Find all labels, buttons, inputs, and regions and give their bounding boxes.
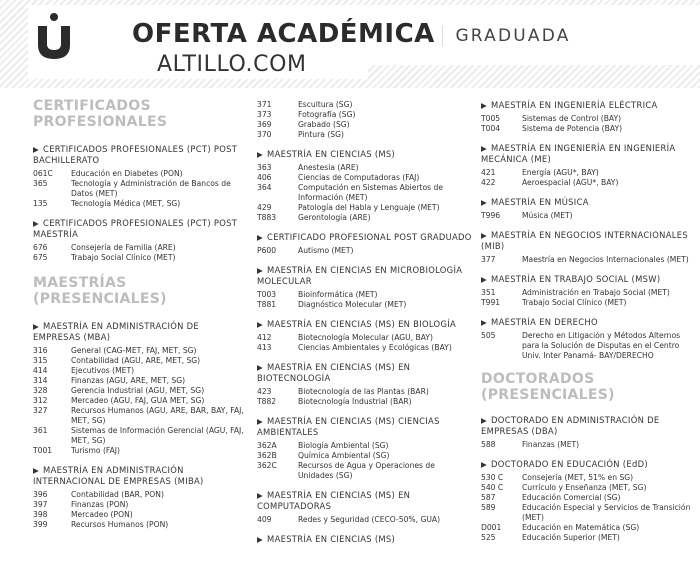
- program-heading-text: MAESTRÍA EN CIENCIAS (MS) EN COMPUTADORAS: [257, 490, 411, 511]
- triangle-bullet-icon: ▶: [257, 266, 264, 275]
- program-name: Bioinformática (MET): [298, 290, 378, 299]
- program-heading: [257, 534, 472, 545]
- program-row: [33, 386, 245, 396]
- program-row: [481, 493, 697, 503]
- program-row: [257, 203, 472, 213]
- program-heading-text: CERTIFICADOS PROFESIONALES (PCT) POST MAESTRÍA: [33, 218, 238, 239]
- column-3-maestrias-list: [481, 100, 697, 361]
- program-code: T996: [481, 211, 501, 220]
- triangle-bullet-icon: ▶: [33, 219, 40, 228]
- program-name: Gerontología (ARE): [298, 213, 371, 222]
- program-section: [481, 274, 697, 308]
- triangle-bullet-icon: ▶: [481, 318, 488, 327]
- program-name: Autismo (MET): [298, 246, 354, 255]
- triangle-bullet-icon: ▶: [481, 231, 488, 240]
- program-code: 588: [481, 440, 496, 449]
- program-heading-text: MAESTRÍA EN CIENCIAS (MS): [267, 149, 396, 159]
- triangle-bullet-icon: ▶: [481, 416, 488, 425]
- program-row: [257, 213, 472, 223]
- program-code: 409: [257, 515, 272, 524]
- program-heading-text: MAESTRÍA EN CIENCIAS EN MICROBIOLOGÍA MOLECULAR: [257, 265, 463, 286]
- column-2-list: [257, 100, 472, 545]
- certificados-list: [33, 144, 245, 263]
- program-row: [481, 124, 697, 134]
- program-name: Educación Especial y Servicios de Transición (MET): [522, 503, 691, 522]
- program-heading-text: MAESTRÍA EN NEGOCIOS INTERNACIONALES (MIB): [481, 230, 688, 251]
- program-heading-text: MAESTRÍA EN CIENCIAS (MS): [267, 534, 396, 544]
- program-code: T991: [481, 298, 501, 307]
- column-2: [257, 100, 472, 554]
- program-name: Biotecnología de las Plantas (BAR): [298, 387, 429, 396]
- program-code: 421: [481, 168, 496, 177]
- program-row: [481, 331, 697, 361]
- program-code: 406: [257, 173, 272, 182]
- program-code: T001: [33, 446, 53, 455]
- program-name: Consejería de Familia (ARE): [71, 243, 176, 252]
- triangle-bullet-icon: ▶: [33, 466, 40, 475]
- program-code: 397: [33, 500, 48, 509]
- program-code: T005: [481, 114, 501, 123]
- program-name: Tecnología Médica (MET, SG): [71, 199, 181, 208]
- program-section: [481, 197, 697, 221]
- program-name: Mercadeo (AGU, FAJ, GUA MET, SG): [71, 396, 205, 405]
- program-row: [33, 169, 245, 179]
- program-row: [33, 510, 245, 520]
- triangle-bullet-icon: ▶: [481, 198, 488, 207]
- program-section: [257, 100, 472, 140]
- program-row: [481, 168, 697, 178]
- column-3: [481, 100, 697, 552]
- program-section: [481, 143, 697, 188]
- program-heading: [481, 317, 697, 328]
- program-name: Diagnóstico Molecular (MET): [298, 300, 407, 309]
- program-name: Redes y Seguridad (CECO-50%, GUA): [298, 515, 441, 524]
- program-code: 676: [33, 243, 48, 252]
- triangle-bullet-icon: ▶: [481, 144, 488, 153]
- program-section: [257, 232, 472, 256]
- program-row: [33, 376, 245, 386]
- program-row: [33, 426, 245, 446]
- program-name: Recursos Humanos (PON): [71, 520, 169, 529]
- program-name: Gerencia Industrial (AGU, MET, SG): [71, 386, 205, 395]
- program-code: 061C: [33, 169, 53, 178]
- program-name: Pintura (SG): [298, 130, 344, 139]
- program-name: Trabajo Social Clínico (MET): [71, 253, 176, 262]
- section-title-certificados: CERTIFICADOS PROFESIONALES: [33, 98, 168, 130]
- program-code: 363: [257, 163, 272, 172]
- program-row: [257, 515, 472, 525]
- program-code: 422: [481, 178, 496, 187]
- program-name: Finanzas (PON): [71, 500, 129, 509]
- program-code: 414: [33, 366, 48, 375]
- program-heading: [257, 265, 472, 287]
- program-name: Escultura (SG): [298, 100, 353, 109]
- program-code: 412: [257, 333, 272, 342]
- program-code: T881: [257, 300, 277, 309]
- program-section: [257, 149, 472, 223]
- program-row: [33, 346, 245, 356]
- program-row: [33, 520, 245, 530]
- watermark-text: ALTILLO.COM: [157, 52, 307, 77]
- program-code: 370: [257, 130, 272, 139]
- program-row: [257, 300, 472, 310]
- program-name: Ciencias de Computadoras (FAJ): [298, 173, 420, 182]
- program-section: [33, 218, 245, 263]
- program-section: [481, 317, 697, 361]
- program-name: Maestría en Negocios Internacionales (MET): [522, 255, 689, 264]
- program-row: [257, 120, 472, 130]
- program-heading: [33, 465, 245, 487]
- program-heading: [257, 362, 472, 384]
- program-name: Tecnología y Administración de Bancos de Datos (MET): [71, 179, 231, 198]
- program-code: 398: [33, 510, 48, 519]
- program-code: 371: [257, 100, 272, 109]
- program-section: [481, 415, 697, 450]
- program-heading-text: MAESTRÍA EN CIENCIAS (MS) EN BIOTECNOLOGÍA: [257, 362, 411, 383]
- program-heading: [481, 143, 697, 165]
- program-name: Biotecnología Industrial (BAR): [298, 397, 412, 406]
- program-code: 589: [481, 503, 496, 512]
- program-name: Finanzas (MET): [522, 440, 580, 449]
- program-name: Fotografía (SG): [298, 110, 356, 119]
- program-row: [33, 500, 245, 510]
- program-row: [481, 298, 697, 308]
- program-code: 316: [33, 346, 48, 355]
- program-name: Biotecnología Molecular (AGU, BAY): [298, 333, 433, 342]
- program-code: 540 C: [481, 483, 504, 492]
- program-row: [33, 199, 245, 209]
- program-name: Administración en Trabajo Social (MET): [522, 288, 670, 297]
- program-code: 530 C: [481, 473, 504, 482]
- program-row: [33, 253, 245, 263]
- triangle-bullet-icon: ▶: [481, 460, 488, 469]
- program-name: General (CAG-MET, FAJ, MET, SG): [71, 346, 197, 355]
- program-code: 399: [33, 520, 48, 529]
- program-heading-text: MAESTRÍA EN ADMINISTRACIÓN DE EMPRESAS (MBA): [33, 321, 200, 342]
- program-name: Educación Superior (MET): [522, 533, 620, 542]
- program-heading: [257, 149, 472, 160]
- program-code: 525: [481, 533, 496, 542]
- program-row: [481, 114, 697, 124]
- program-heading-text: CERTIFICADOS PROFESIONALES (PCT) POST BACHILLERATO: [33, 144, 238, 165]
- program-name: Mercadeo (PON): [71, 510, 133, 519]
- program-section: [257, 490, 472, 525]
- program-heading-text: MAESTRÍA EN INGENIERÍA ELÉCTRICA: [491, 100, 658, 110]
- program-code: 351: [481, 288, 496, 297]
- program-section: [481, 459, 697, 543]
- program-code: T004: [481, 124, 501, 133]
- program-name: Química Ambiental (SG): [298, 451, 390, 460]
- program-row: [257, 130, 472, 140]
- triangle-bullet-icon: ▶: [257, 363, 264, 372]
- program-section: [33, 321, 245, 456]
- program-code: 362C: [257, 461, 277, 470]
- program-code: 362A: [257, 441, 277, 450]
- program-name: Sistema de Potencia (BAY): [522, 124, 623, 133]
- program-code: T003: [257, 290, 277, 299]
- column-1: [33, 96, 245, 539]
- program-section: [33, 144, 245, 209]
- program-row: [33, 446, 245, 456]
- program-heading: [33, 144, 245, 166]
- program-name: Recursos de Agua y Operaciones de Unidades (SG): [298, 461, 435, 480]
- program-code: 315: [33, 356, 48, 365]
- program-row: [481, 523, 697, 533]
- program-name: Trabajo Social Clínico (MET): [522, 298, 627, 307]
- program-row: [257, 387, 472, 397]
- program-heading: [481, 415, 697, 437]
- program-code: 413: [257, 343, 272, 352]
- program-section: [257, 534, 472, 545]
- program-row: [33, 243, 245, 253]
- page-subtitle: GRADUADA: [442, 25, 583, 47]
- program-heading: [481, 230, 697, 252]
- program-code: 135: [33, 199, 48, 208]
- program-row: [481, 483, 697, 493]
- program-name: Música (MET): [522, 211, 573, 220]
- program-code: 423: [257, 387, 272, 396]
- program-code: 312: [33, 396, 48, 405]
- program-name: Consejería (MET, 51% en SG): [522, 473, 634, 482]
- program-row: [257, 343, 472, 353]
- program-row: [257, 290, 472, 300]
- program-row: [33, 490, 245, 500]
- program-section: [257, 265, 472, 310]
- program-code: D001: [481, 523, 502, 532]
- program-name: Grabado (SG): [298, 120, 350, 129]
- program-row: [257, 246, 472, 256]
- program-name: Anestesia (ARE): [298, 163, 359, 172]
- program-name: Contabilidad (AGU, ARE, MET, SG): [71, 356, 201, 365]
- program-section: [481, 230, 697, 265]
- program-heading: [33, 321, 245, 343]
- program-heading: [33, 218, 245, 240]
- program-code: 587: [481, 493, 496, 502]
- program-section: [257, 362, 472, 407]
- program-code: T882: [257, 397, 277, 406]
- program-row: [481, 503, 697, 523]
- program-name: Patología del Habla y Lenguaje (MET): [298, 203, 440, 212]
- program-heading: [481, 197, 697, 208]
- program-heading-text: MAESTRÍA EN CIENCIAS (MS) CIENCIAS AMBIENTALES: [257, 416, 440, 437]
- program-code: 362B: [257, 451, 277, 460]
- program-row: [481, 178, 697, 188]
- program-code: 396: [33, 490, 48, 499]
- program-code: 505: [481, 331, 496, 340]
- program-section: [33, 465, 245, 530]
- program-name: Currículo y Enseñanza (MET, SG): [522, 483, 647, 492]
- program-code: 328: [33, 386, 48, 395]
- program-heading-text: CERTIFICADO PROFESIONAL POST GRADUADO: [267, 232, 472, 242]
- triangle-bullet-icon: ▶: [257, 491, 264, 500]
- program-name: Energía (AGU*, BAY): [522, 168, 599, 177]
- program-heading-text: MAESTRÍA EN INGENIERÍA EN INGENIERÍA MECÁNICA (ME): [481, 143, 676, 164]
- program-code: 327: [33, 406, 48, 415]
- program-heading: [257, 490, 472, 512]
- program-code: 314: [33, 376, 48, 385]
- triangle-bullet-icon: ▶: [257, 535, 264, 544]
- program-row: [481, 473, 697, 483]
- program-name: Ejecutivos (MET): [71, 366, 135, 375]
- program-code: 429: [257, 203, 272, 212]
- program-row: [481, 440, 697, 450]
- triangle-bullet-icon: ▶: [481, 275, 488, 284]
- program-code: T883: [257, 213, 277, 222]
- program-row: [257, 100, 472, 110]
- program-section: [257, 319, 472, 353]
- inter-u-logo-icon: [36, 12, 72, 60]
- program-heading-text: MAESTRÍA EN TRABAJO SOCIAL (MSW): [491, 274, 661, 284]
- program-code: 361: [33, 426, 48, 435]
- page-header: [0, 0, 700, 95]
- program-row: [33, 356, 245, 366]
- program-name: Recursos Humanos (AGU, ARE, BAR, BAY, FAJ, MET, SG): [71, 406, 244, 425]
- program-heading: [481, 459, 697, 470]
- program-name: Aeroespacial (AGU*, BAY): [522, 178, 619, 187]
- program-heading: [257, 416, 472, 438]
- program-heading-text: DOCTORADO EN ADMINISTRACIÓN DE EMPRESAS (DBA): [481, 415, 660, 436]
- triangle-bullet-icon: ▶: [257, 320, 264, 329]
- triangle-bullet-icon: ▶: [481, 101, 488, 110]
- program-name: Educación en Diabetes (PON): [71, 169, 183, 178]
- program-row: [257, 397, 472, 407]
- program-name: Educación en Matemática (SG): [522, 523, 640, 532]
- program-name: Turismo (FAJ): [71, 446, 120, 455]
- program-code: 364: [257, 183, 272, 192]
- program-row: [257, 173, 472, 183]
- program-row: [257, 441, 472, 451]
- triangle-bullet-icon: ▶: [257, 150, 264, 159]
- section-title-maestrias: MAESTRÍAS (PRESENCIALES): [33, 275, 167, 307]
- doctorados-list: [481, 415, 697, 543]
- program-row: [481, 211, 697, 221]
- triangle-bullet-icon: ▶: [33, 145, 40, 154]
- program-heading-text: MAESTRÍA EN MÚSICA: [491, 197, 589, 207]
- program-heading-text: MAESTRÍA EN CIENCIAS (MS) EN BIOLOGÍA: [267, 319, 457, 329]
- triangle-bullet-icon: ▶: [257, 417, 264, 426]
- program-heading-text: DOCTORADO EN EDUCACIÓN (EdD): [491, 459, 648, 469]
- program-row: [257, 110, 472, 120]
- program-code: 369: [257, 120, 272, 129]
- program-heading: [257, 232, 472, 243]
- program-row: [257, 333, 472, 343]
- program-heading: [481, 100, 697, 111]
- program-name: Biología Ambiental (SG): [298, 441, 389, 450]
- program-row: [257, 461, 472, 481]
- program-row: [481, 255, 697, 265]
- program-code: 377: [481, 255, 496, 264]
- program-row: [33, 396, 245, 406]
- program-name: Sistemas de Información Gerencial (AGU, FAJ, MET, SG): [71, 426, 244, 445]
- program-name: Finanzas (AGU, ARE, MET, SG): [71, 376, 186, 385]
- program-name: Contabilidad (BAR, PON): [71, 490, 164, 499]
- section-title-doctorados: DOCTORADOS (PRESENCIALES): [481, 371, 615, 403]
- program-row: [33, 406, 245, 426]
- program-code: 373: [257, 110, 272, 119]
- triangle-bullet-icon: ▶: [33, 322, 40, 331]
- program-heading: [257, 319, 472, 330]
- program-row: [33, 179, 245, 199]
- program-name: Educación Comercial (SG): [522, 493, 621, 502]
- program-heading-text: MAESTRÍA EN ADMINISTRACIÓN INTERNACIONAL DE EMPRESAS (MIBA): [33, 465, 204, 486]
- program-row: [257, 183, 472, 203]
- program-row: [33, 366, 245, 376]
- program-code: 365: [33, 179, 48, 188]
- program-name: Ciencias Ambientales y Ecológicas (BAY): [298, 343, 452, 352]
- program-row: [481, 533, 697, 543]
- program-code: P600: [257, 246, 277, 255]
- program-heading: [481, 274, 697, 285]
- program-name: Computación en Sistemas Abiertos de Información (MET): [298, 183, 444, 202]
- program-code: 675: [33, 253, 48, 262]
- program-section: [481, 100, 697, 134]
- page-title: OFERTA ACADÉMICA: [132, 19, 435, 49]
- maestrias-list: [33, 321, 245, 530]
- program-section: [257, 416, 472, 481]
- triangle-bullet-icon: ▶: [257, 233, 264, 242]
- program-name: Sistemas de Control (BAY): [522, 114, 622, 123]
- program-name: Derecho en Litigación y Métodos Alternos para la Solución de Disputas en el Centro Univ. Inter Panamá- BAY/DERECHO: [522, 331, 681, 360]
- program-row: [481, 288, 697, 298]
- program-heading-text: MAESTRÍA EN DERECHO: [491, 317, 598, 327]
- program-row: [257, 451, 472, 461]
- program-row: [257, 163, 472, 173]
